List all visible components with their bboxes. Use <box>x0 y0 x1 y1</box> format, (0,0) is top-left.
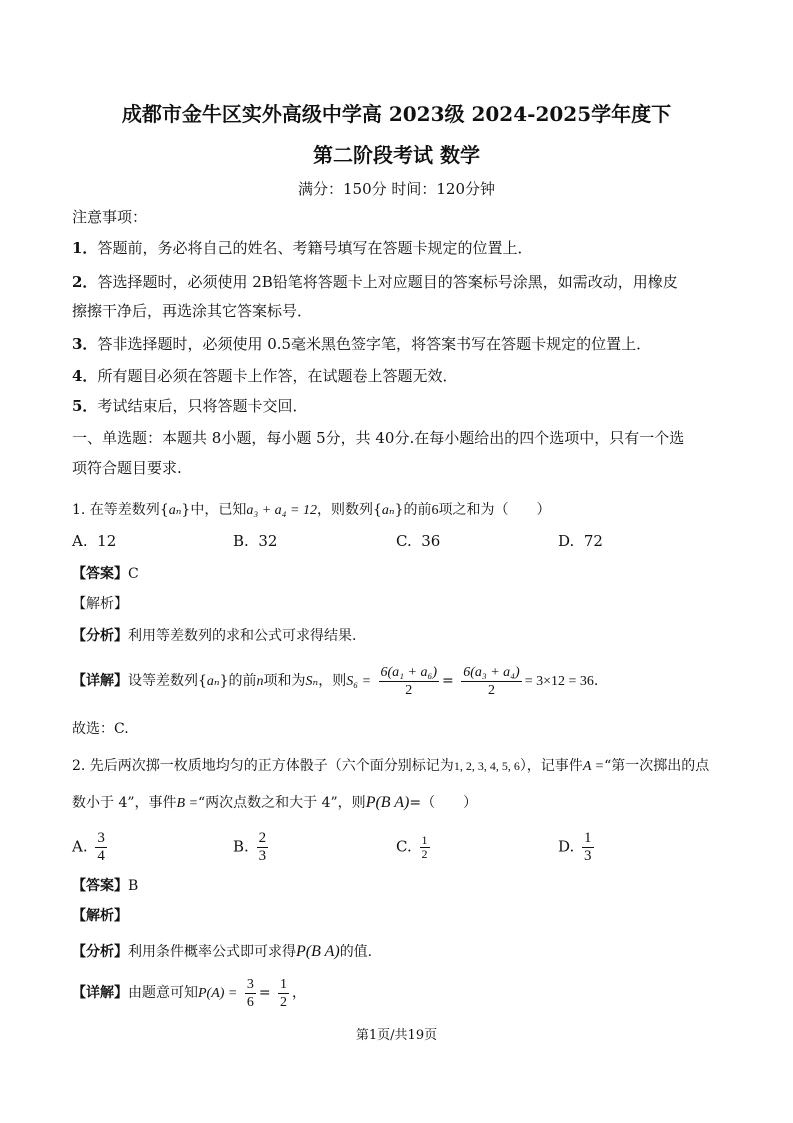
q1-option-d: D. 72 <box>558 532 603 550</box>
q1-option-c: C. 36 <box>396 532 441 550</box>
notice-heading: 注意事项： <box>72 208 148 226</box>
q2-option-a: A. $\frac{3}{4}$ <box>72 830 105 864</box>
q2-answer: 【答案】B <box>72 878 139 894</box>
q2-option-c: C. $\frac{1}{2}$ <box>396 833 428 861</box>
q1-option-a: A. 12 <box>72 532 117 550</box>
notice-item-2-cont: 擦擦干净后，再选涂其它答案标号． <box>72 302 313 320</box>
q1-frac-2: $\frac{\text{6(a₃ + a₄)}}{2}$ <box>463 664 520 698</box>
notice-item-1: 1．答题前，务必将自己的姓名、考籍号填写在答题卡规定的位置上． <box>72 239 533 257</box>
notice-item-5: 5．考试结束后，只将答题卡交回． <box>72 397 308 415</box>
notice-item-4: 4．所有题目必须在答题卡上作答，在试题卷上答题无效． <box>72 367 458 385</box>
q1-option-b: B. 32 <box>233 532 278 550</box>
q2-fenxi: 【分析】利用条件概率公式即可求得P(B A)的值. <box>72 943 373 960</box>
exam-title-line1: 成都市金牛区实外高级中学高 2023级 2024-2025学年度下 <box>121 102 672 126</box>
section-heading-line1: 一、单选题：本题共 8小题，每小题 5分，共 40分.在每小题给出的四个选项中，只有一个选 <box>72 429 685 447</box>
exam-title-line2: 第二阶段考试 数学 <box>313 143 480 167</box>
notice-item-2: 2．答选择题时，必须使用 2B铅笔将答题卡上对应题目的答案标号涂黑，如需改动，用橡皮 <box>72 273 678 291</box>
q2-option-d: D. $\frac{1}{3}$ <box>558 830 592 864</box>
exam-meta: 满分：150分 时间：120分钟 <box>297 180 496 198</box>
section-heading-line2: 项符合题目要求. <box>72 459 182 477</box>
q1-stem: 1. 在等差数列{aₙ}中，已知a₃ + a₄ = 12，则数列{aₙ}的前6项之和为（ ） <box>72 502 551 518</box>
q1-analysis-tag: 【解析】 <box>72 596 128 612</box>
q2-stem-line2: 数小于 4”，事件B =“两次点数之和大于 4”，则P(B A)=（ ） <box>72 794 478 811</box>
page-footer: 第1页/共19页 <box>355 1028 438 1043</box>
q1-answer: 【答案】C <box>72 566 139 582</box>
notice-item-3: 3．答非选择题时，必须使用 0.5毫米黑色签字笔，将答案书写在答题卡规定的位置上． <box>72 335 652 353</box>
q1-fenxi: 【分析】利用等差数列的求和公式可求得结果. <box>72 628 357 644</box>
q2-option-b: B. $\frac{2}{3}$ <box>233 830 267 864</box>
q2-stem-line1: 2. 先后两次掷一枚质地均匀的正方体骰子（六个面分别标记为1, 2, 3, 4, 5, 6），记事件A =“第一次掷出的点 <box>72 758 710 774</box>
q1-frac-1: $\frac{\text{6(a₁ + a₆)}}{2}$ <box>380 664 438 698</box>
q1-conclusion: 故选：C. <box>72 721 129 737</box>
q2-analysis-tag: 【解析】 <box>72 908 128 924</box>
q2-detail: 【详解】由题意可知P(A) = $\frac{3}{6}$ = $\frac{1}{2}$ ， <box>72 976 307 1010</box>
q1-detail: 【详解】设等差数列{aₙ}的前n项和为Sₙ，则S₆ = $\frac{\text{6(a₁ + a₆)}}{2}$ = $\frac{\text{6(a₃ + a₄)}}{2}$ = 3×12 = 36. <box>72 664 599 698</box>
